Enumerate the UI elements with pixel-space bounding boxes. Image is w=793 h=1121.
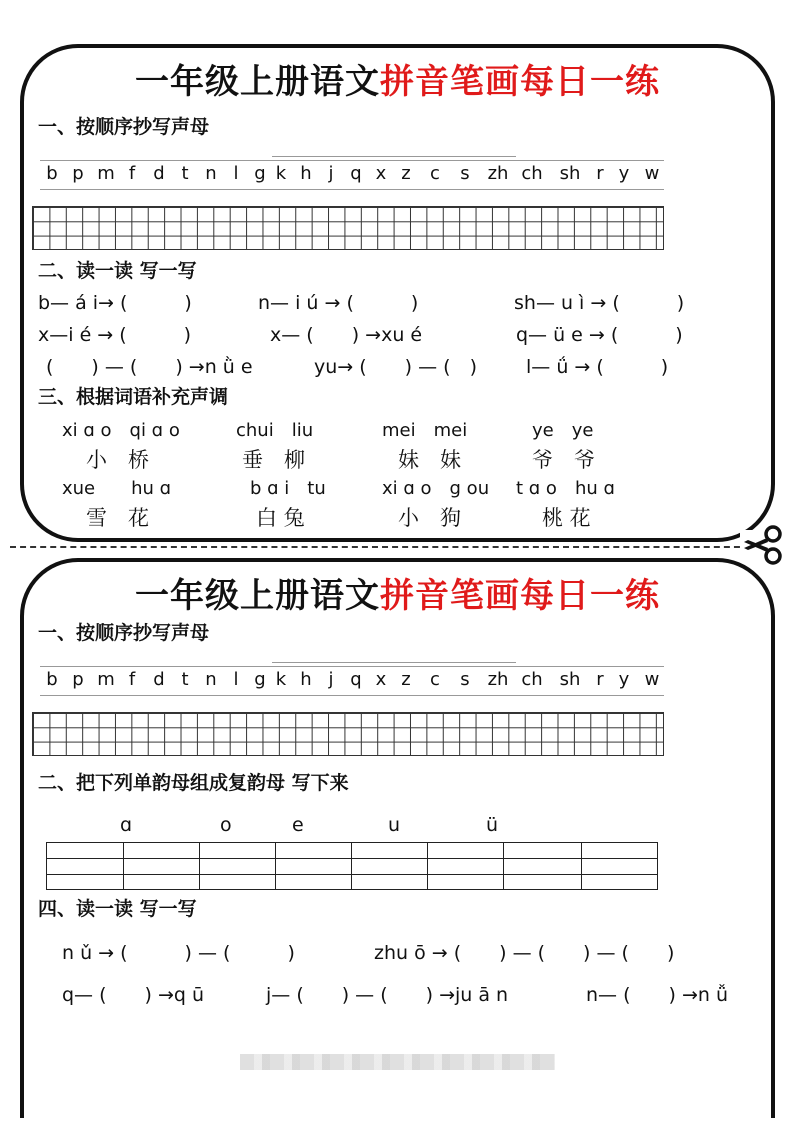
initial-letter: q: [350, 163, 362, 184]
initial-letter: t: [181, 669, 189, 690]
section-heading-compound-vowels: 二、把下列单韵母组成复韵母 写下来: [38, 772, 349, 794]
blurred-footer-text: [240, 1054, 555, 1070]
vowel-label: u: [388, 814, 401, 836]
worksheet-card-1: [20, 44, 775, 542]
hanzi-word: 妹 妹: [398, 448, 461, 472]
cut-line: [10, 546, 750, 548]
initial-letter: x: [375, 669, 387, 690]
initial-letter: d: [153, 669, 165, 690]
exercise-item[interactable]: l— ǘ → ( ): [526, 356, 669, 378]
initial-letter: s: [460, 163, 470, 184]
pinyin-word: b ɑ i tu: [250, 478, 326, 499]
pinyin-word: xue hu ɑ: [62, 478, 172, 499]
writing-grid[interactable]: [32, 712, 664, 756]
initial-letter: x: [375, 163, 387, 184]
writing-grid[interactable]: [32, 206, 664, 250]
scissors-icon: [740, 522, 786, 566]
initials-strip: [40, 160, 664, 190]
vowel-label: e: [292, 814, 304, 836]
exercise-item[interactable]: ( ) — ( ) →n ǜ e: [46, 356, 253, 378]
initial-letter: m: [97, 163, 115, 184]
exercise-item[interactable]: n— ( ) →n ǚ: [586, 984, 728, 1006]
section-heading-copy-initials: 一、按顺序抄写声母: [38, 622, 210, 644]
hanzi-word: 雪 花: [86, 506, 149, 530]
initials-strip: [40, 666, 664, 696]
initial-letter: c: [430, 163, 440, 184]
initial-letter: sh: [559, 669, 581, 690]
exercise-item[interactable]: x—i é → ( ): [38, 324, 192, 346]
initial-letter: y: [618, 163, 630, 184]
initial-letter: b: [46, 669, 58, 690]
hanzi-word: 小 桥: [86, 448, 149, 472]
exercise-item[interactable]: j— ( ) — ( ) →ju ā n: [266, 984, 509, 1006]
initial-letter: l: [233, 163, 239, 184]
initial-letter: k: [275, 163, 287, 184]
exercise-item[interactable]: q— ( ) →q ū: [62, 984, 205, 1006]
initial-letter: j: [328, 669, 334, 690]
initial-letter: l: [233, 669, 239, 690]
initial-letter: f: [128, 163, 136, 184]
vowel-label: o: [220, 814, 232, 836]
pinyin-word: xi ɑ o qi ɑ o: [62, 420, 180, 441]
exercise-item[interactable]: n ǔ → ( ) — ( ): [62, 942, 295, 964]
exercise-item[interactable]: n— i ú → ( ): [258, 292, 419, 314]
initial-letter: h: [300, 669, 312, 690]
initial-letter: g: [254, 669, 266, 690]
initial-letter: d: [153, 163, 165, 184]
hanzi-word: 小 狗: [398, 506, 461, 530]
section-heading-add-tones: 三、根据词语补充声调: [38, 386, 229, 408]
pinyin-word: xi ɑ o g ou: [382, 478, 490, 499]
initial-letter: y: [618, 669, 630, 690]
initial-letter: sh: [559, 163, 581, 184]
worksheet-title: 一年级上册语文拼音笔画每日一练: [135, 576, 660, 616]
initial-letter: p: [72, 163, 84, 184]
section-heading-read-write: 二、读一读 写一写: [38, 260, 197, 282]
worksheet-card-2: [20, 558, 775, 1118]
initial-letter: ch: [521, 163, 543, 184]
hanzi-word: 桃 花: [542, 506, 591, 530]
hanzi-word: 白 兔: [256, 506, 305, 530]
pinyin-word: t ɑ o hu ɑ: [516, 478, 615, 499]
initial-letter: w: [644, 163, 660, 184]
worksheet-title: 一年级上册语文拼音笔画每日一练: [135, 62, 660, 102]
pinyin-word: chui liu: [236, 420, 314, 441]
initial-letter: q: [350, 669, 362, 690]
pinyin-word: mei mei: [382, 420, 468, 441]
vowel-label: ɑ: [120, 814, 133, 836]
vowel-label: ü: [486, 814, 499, 836]
hanzi-word: 爷 爷: [532, 448, 595, 472]
section-heading-read-write: 四、读一读 写一写: [38, 898, 197, 920]
initial-letter: f: [128, 669, 136, 690]
initial-letter: zh: [487, 163, 509, 184]
initial-letter: ch: [521, 669, 543, 690]
initial-letter: j: [328, 163, 334, 184]
exercise-item[interactable]: sh— u ì → ( ): [514, 292, 685, 314]
section-heading-copy-initials: 一、按顺序抄写声母: [38, 116, 210, 138]
initial-letter: z: [401, 163, 411, 184]
initial-letter: r: [596, 669, 604, 690]
initial-letter: s: [460, 669, 470, 690]
hanzi-word: 垂 柳: [242, 448, 305, 472]
initial-letter: h: [300, 163, 312, 184]
exercise-item[interactable]: x— ( ) →xu é: [270, 324, 423, 346]
initial-letter: k: [275, 669, 287, 690]
compound-vowel-answer-table[interactable]: [46, 842, 658, 890]
exercise-item[interactable]: b— á i→ ( ): [38, 292, 192, 314]
initial-letter: r: [596, 163, 604, 184]
initial-letter: n: [205, 163, 217, 184]
exercise-item[interactable]: zhu ō → ( ) — ( ) — ( ): [374, 942, 675, 964]
initial-letter: b: [46, 163, 58, 184]
initial-letter: n: [205, 669, 217, 690]
initial-letter: w: [644, 669, 660, 690]
exercise-item[interactable]: q— ü e → ( ): [516, 324, 683, 346]
initial-letter: p: [72, 669, 84, 690]
initial-letter: z: [401, 669, 411, 690]
initial-letter: c: [430, 669, 440, 690]
initial-letter: t: [181, 163, 189, 184]
initial-letter: zh: [487, 669, 509, 690]
initial-letter: g: [254, 163, 266, 184]
pinyin-word: ye ye: [532, 420, 594, 441]
exercise-item[interactable]: yu→ ( ) — ( ): [314, 356, 477, 378]
initial-letter: m: [97, 669, 115, 690]
